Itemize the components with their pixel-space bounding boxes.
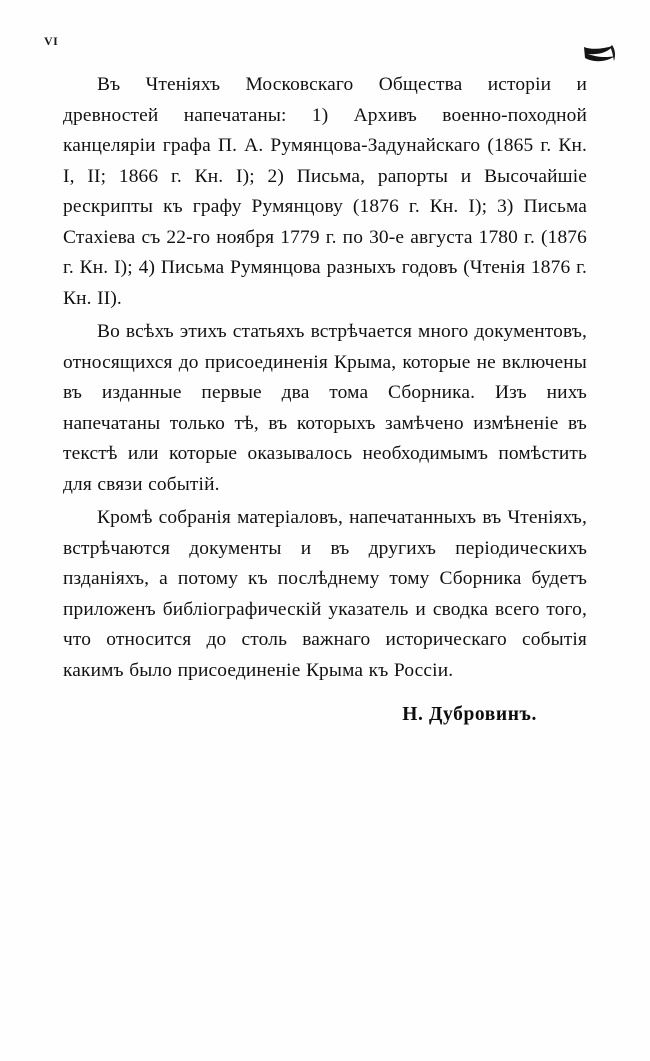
- paragraph: Во всѣхъ этихъ статьяхъ встрѣчается много документовъ, относящихся до присоединенія Крыма, которые не включены въ изданные первые два тома Сборника. Изъ нихъ напечатаны только тѣ, въ которыхъ замѣчено измѣненіе въ текстѣ или которые оказывалось необходимымъ помѣстить для связи событій.: [63, 321, 587, 495]
- paragraph: Въ Чтеніяхъ Московскаго Общества исторіи и древностей напечатаны: 1) Архивъ военно-походной канцеляріи графа П. А. Румянцова-Задунайскаго (1865 г. Кн. I, II; 1866 г. Кн. I); 2) Письма, рапорты и Высочайшіе рескрипты къ графу Румянцову (1876 г. Кн. I); 3) Письма Стахіева съ 22-го ноября 1779 г. по 30-е августа 1780 г. (1876 г. Кн. I); 4) Письма Румянцова разныхъ годовъ (Чтенія 1876 г. Кн. II).: [63, 74, 587, 309]
- author-signature: Н. Дубровинъ.: [402, 704, 537, 725]
- page-number: VI: [44, 34, 59, 48]
- body-text: [63, 70, 587, 726]
- blank-lower-page: [0, 640, 650, 1060]
- ink-smudge-mark: [582, 44, 618, 70]
- paragraph: Кромѣ собранія матеріаловъ, напечатанныхъ въ Чтеніяхъ, встрѣчаются документы и въ другихъ періодическихъ пзданіяхъ, а потому къ послѣднему тому Сборника будетъ приложенъ библіографическій указатель и сводка всего того, что относится до столь важнаго историческаго событія какимъ было присоединеніе Крыма къ Россіи.: [63, 507, 587, 681]
